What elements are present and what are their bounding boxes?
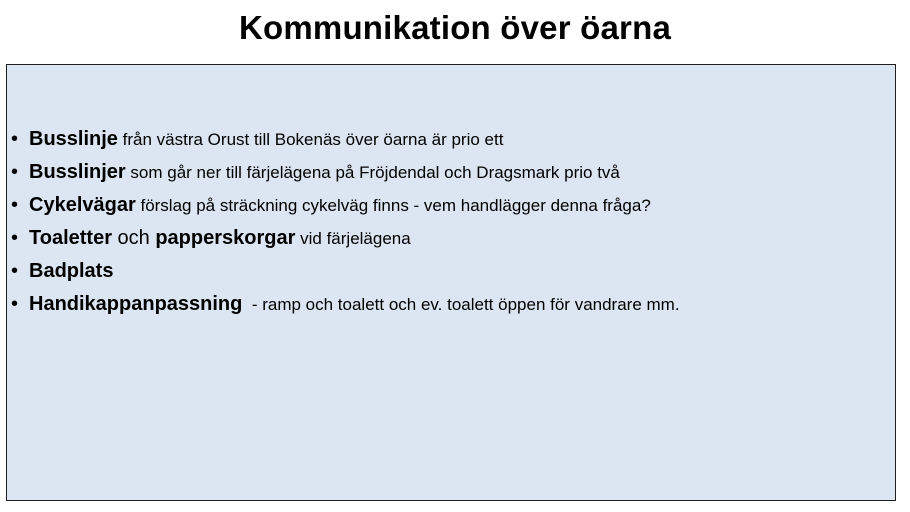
bullet-text: - ramp och toalett och ev. toalett öppen för vandrare mm. (242, 295, 680, 314)
slide-title: Kommunikation över öarna (238, 9, 672, 46)
content-box (6, 64, 896, 501)
bullet-item-handikappanpassning (7, 288, 887, 321)
bullet-keyword: Badplats (29, 260, 114, 282)
bullet-icon: • (11, 260, 19, 282)
bullet-keyword: Handikappanpassning (29, 293, 243, 315)
bullet-item-busslinjer (7, 156, 887, 189)
bullet-text: förslag på sträckning cykelväg finns - vem handlägger denna fråga? (135, 196, 651, 215)
bullet-item-busslinje (7, 123, 887, 156)
bullet-text: vid färjelägena (295, 229, 411, 248)
bullet-icon: • (11, 293, 19, 315)
bullet-item-toaletter (7, 222, 887, 255)
bullet-keyword-secondary: papperskorgar (155, 227, 296, 249)
bullet-connector: och (111, 227, 156, 249)
bullet-keyword: Toaletter (29, 227, 112, 249)
bullet-icon: • (11, 161, 19, 183)
bullet-item-badplats (7, 255, 887, 288)
bullet-icon: • (11, 128, 19, 150)
bullet-icon: • (11, 227, 19, 249)
bullet-text: som går ner till färjelägena på Fröjdendal och Dragsmark prio två (125, 163, 620, 182)
bullet-item-cykelvagar (7, 189, 887, 222)
bullet-keyword: Busslinjer (29, 161, 126, 183)
bullet-keyword: Busslinje (29, 128, 118, 150)
bullet-icon: • (11, 194, 19, 216)
bullet-list (7, 123, 887, 321)
bullet-keyword: Cykelvägar (29, 194, 136, 216)
bullet-text: från västra Orust till Bokenäs över öarna är prio ett (117, 130, 504, 149)
